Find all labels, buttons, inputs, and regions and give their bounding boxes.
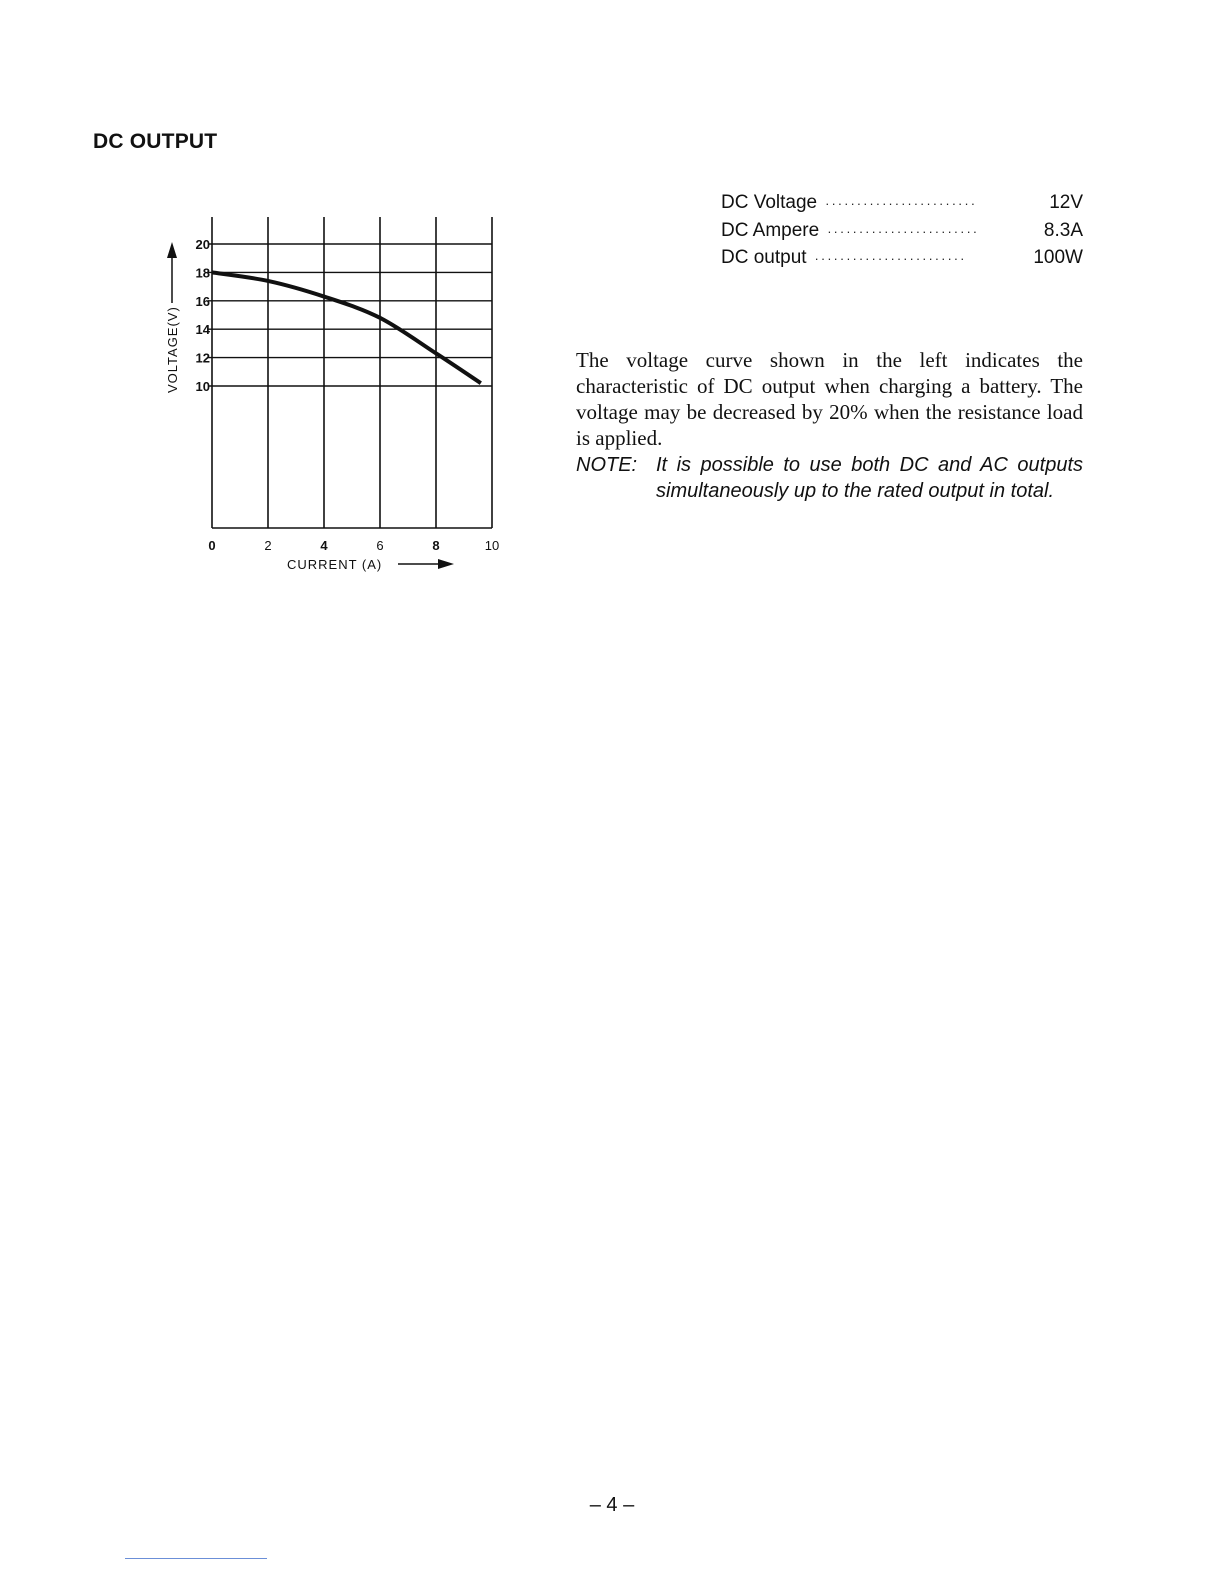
- page-number: – 4 –: [589, 1494, 635, 1516]
- x-tick-label: 4: [320, 538, 328, 553]
- y-tick-label: 20: [195, 237, 210, 252]
- spec-value: 12V: [1049, 192, 1083, 213]
- leader-dots: ························: [825, 196, 978, 211]
- y-tick-label: 16: [195, 293, 210, 309]
- x-tick-label: 0: [208, 538, 216, 553]
- spec-value: 8.3A: [1043, 219, 1083, 241]
- spec-value: 100W: [1033, 247, 1083, 268]
- footer-rule: [125, 1558, 267, 1559]
- y-axis-label: VOLTAGE(V): [165, 306, 180, 393]
- x-tick-label: 8: [432, 538, 440, 553]
- leader-dots: ························: [827, 223, 980, 239]
- chart-svg: [150, 205, 530, 585]
- x-tick-label: 2: [264, 538, 272, 553]
- note: [576, 452, 1083, 504]
- voltage-current-chart: [150, 205, 530, 585]
- voltage-curve: [212, 272, 481, 383]
- x-axis-label: CURRENT (A): [287, 557, 383, 572]
- spec-list: [721, 190, 1083, 273]
- note-text: It is possible to use both DC and AC outputs simultaneously up to the rated output in total.: [656, 454, 1083, 502]
- y-axis-arrow-head: [167, 242, 177, 258]
- section-title: DC OUTPUT: [93, 130, 218, 153]
- spec-row-dc-ampere: [721, 218, 1083, 246]
- y-tick-label: 12: [195, 350, 210, 366]
- x-tick-label: 6: [376, 538, 384, 553]
- description-paragraph: The voltage curve shown in the left indicates the characteristic of DC output when charging a battery. The voltage may be decreased by 20% when the resistance load is applied.: [576, 348, 1083, 450]
- leader-dots: ························: [814, 251, 967, 266]
- spec-row-dc-output: [721, 245, 1083, 273]
- spec-row-dc-voltage: [721, 190, 1083, 218]
- spec-label: DC Ampere: [721, 219, 820, 241]
- note-label: NOTE:: [576, 454, 638, 476]
- x-axis-arrow-head: [438, 559, 454, 569]
- y-tick-label: 10: [195, 379, 210, 394]
- y-tick-label: 18: [195, 265, 210, 281]
- spec-label: DC Voltage: [721, 192, 818, 213]
- x-tick-label: 10: [484, 538, 500, 553]
- spec-label: DC output: [721, 247, 807, 268]
- y-tick-label: 14: [195, 322, 210, 338]
